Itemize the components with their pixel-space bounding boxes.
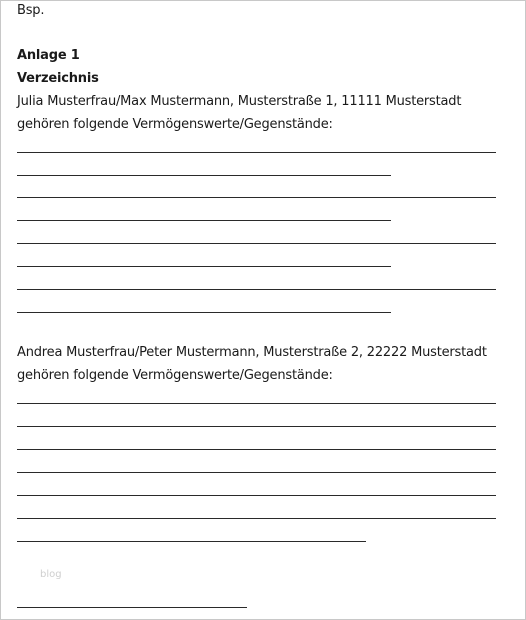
blank-line	[17, 449, 496, 450]
section1-owner-line: Julia Musterfrau/Max Mustermann, Musterstraße 1, 11111 Musterstadt	[17, 94, 462, 109]
blank-line	[17, 426, 496, 427]
list-title: Verzeichnis	[17, 71, 99, 86]
blank-line	[17, 472, 496, 473]
blank-line	[17, 175, 391, 176]
blank-line	[17, 289, 496, 290]
blank-line	[17, 220, 391, 221]
blank-line	[17, 518, 496, 519]
blank-line	[17, 266, 391, 267]
signature-line	[17, 607, 247, 608]
blank-line	[17, 495, 496, 496]
blank-line	[17, 243, 496, 244]
blank-line	[17, 403, 496, 404]
blank-line	[17, 312, 391, 313]
example-label: Bsp.	[17, 3, 45, 18]
section1-assets-line: gehören folgende Vermögenswerte/Gegenstände:	[17, 117, 333, 132]
watermark: blog	[40, 569, 62, 580]
section2-assets-line: gehören folgende Vermögenswerte/Gegenstände:	[17, 368, 333, 383]
section2-owner-line: Andrea Musterfrau/Peter Mustermann, Musterstraße 2, 22222 Musterstadt	[17, 345, 487, 360]
blank-line	[17, 152, 496, 153]
annex-title: Anlage 1	[17, 48, 80, 63]
blank-line	[17, 541, 366, 542]
blank-line	[17, 197, 496, 198]
